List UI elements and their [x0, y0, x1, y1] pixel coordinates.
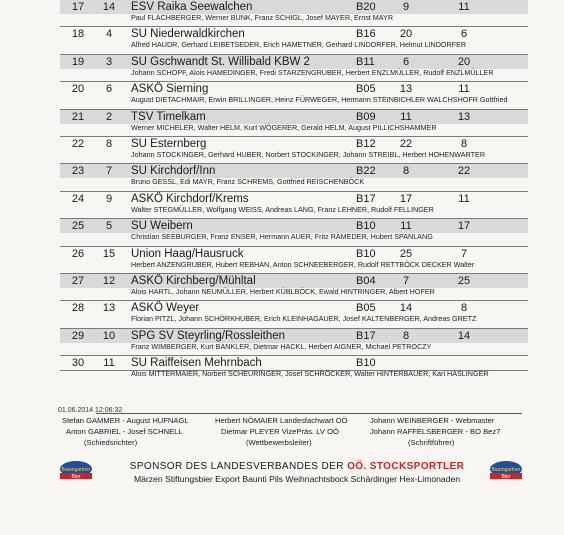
table-row — [60, 273, 528, 300]
rank-cell: 22 — [71, 137, 85, 150]
lane-code-cell: B16 — [356, 28, 376, 41]
lane-code-cell: B22 — [356, 165, 376, 178]
team-line — [60, 137, 528, 151]
start-number-cell: 10 — [102, 329, 116, 342]
rank-cell: 30 — [71, 357, 85, 370]
table-row — [60, 355, 528, 382]
team-name: ASKÖ Sierning — [131, 83, 209, 96]
player-list: Alois HARTL, Johann NEUMÜLLER, Herbert KÜBLBÖCK, Ewald HINTRINGER, Albert HOFER — [131, 286, 435, 296]
opponent-points-cell: 14 — [457, 329, 471, 342]
start-number-cell: 5 — [105, 220, 113, 233]
ranking-table — [60, 0, 528, 382]
team-name: ASKÖ Kirchdorf/Krems — [131, 192, 249, 205]
officials-col1-line2: Anton GABRIEL - Josef SCHNELL — [66, 427, 183, 436]
team-name: SU Kirchdorf/Inn — [131, 165, 216, 178]
start-number-cell: 8 — [105, 137, 113, 150]
player-list: Johann SCHOPF, Alois HAMEDINGER, Fredi STARZENGRUBER, Herbert ENZLMÜLLER, Rudolf ENZLMÜLLER — [131, 67, 494, 77]
player-list: Christian SEEBURGER, Franz ENSER, Hermann AUER, Fritz RAMEDER, Hubert SPANLANG — [131, 232, 433, 242]
team-name: ESV Raika Seewalchen — [131, 1, 253, 13]
officials-col2-line2: Dietmar PLEYER VizePräs. LV OÖ — [221, 427, 339, 436]
team-name: SU Weibern — [131, 220, 193, 233]
team-line — [60, 0, 528, 14]
rank-cell: 17 — [71, 1, 85, 13]
rank-cell: 20 — [71, 83, 85, 96]
team-line — [60, 301, 528, 315]
officials-col2-line1: Herbert NÖMAIER Landesfachwart OÖ — [215, 416, 348, 425]
start-number-cell: 12 — [102, 274, 116, 287]
player-list: Florian PITZL, Johann SCHÖRKHUBER, Erich KLEINHAGAUER, Josef KALTENBERGER, Andreas GRETZ — [131, 314, 477, 324]
start-number-cell: 15 — [102, 247, 116, 260]
lane-code-cell: B10 — [356, 220, 376, 233]
start-number-cell: 3 — [105, 55, 113, 68]
opponent-points-cell: 6 — [460, 28, 468, 41]
opponent-points-cell: 8 — [460, 302, 468, 315]
opponent-points-cell: 11 — [458, 83, 470, 96]
player-list: Alfred HAUDR, Gerhard LEIBETSEDER, Erich HAMETNER, Gerhard LINDORFER, Helmut LINDORFER — [131, 40, 467, 50]
team-line — [60, 274, 528, 288]
team-name: ASKÖ Weyer — [131, 302, 200, 315]
rank-cell: 26 — [71, 247, 85, 260]
points-cell: 11 — [400, 220, 412, 233]
rank-cell: 29 — [71, 329, 85, 342]
team-line — [60, 356, 528, 370]
rank-cell: 18 — [71, 28, 85, 41]
start-number-cell: 4 — [105, 28, 113, 41]
baumgartner-logo-left — [58, 458, 94, 484]
lane-code-cell: B10 — [356, 247, 376, 260]
opponent-points-cell: 25 — [457, 274, 471, 287]
player-list: Walter STEGMÜLLER, Wolfgang WEISS, Andreas LANG, Franz LEHNER, Rudolf FELLINGER — [131, 204, 434, 214]
start-number-cell: 14 — [102, 1, 116, 13]
sponsor-prefix: SPONSOR DES LANDESVERBANDES DER — [129, 461, 344, 472]
rank-cell: 19 — [71, 55, 85, 68]
points-cell: 13 — [399, 83, 413, 96]
lane-code-cell: B12 — [356, 137, 376, 150]
footer-red-divider — [96, 413, 522, 414]
team-name: SU Raiffeisen Mehrnbach — [131, 357, 262, 370]
opponent-points-cell: 17 — [457, 220, 471, 233]
player-list: Werner MICHELER, Walter HELM, Kurt WÖGERER, Gerald HELM, August PILLICHSHAMMER — [131, 122, 437, 132]
opponent-points-cell: 11 — [458, 192, 470, 205]
opponent-points-cell: 20 — [457, 55, 471, 68]
team-line — [60, 110, 528, 124]
opponent-points-cell: 8 — [460, 137, 468, 150]
team-line — [60, 219, 528, 233]
start-number-cell: 7 — [105, 165, 113, 178]
points-cell: 9 — [402, 1, 410, 13]
player-list: Alois MITTERMAIER, Norbert SCHEURINGER, Josef SCHRÖCKER, Walter HINTERBAUER, Karl HASLINGER — [131, 369, 489, 379]
rank-cell: 21 — [71, 110, 85, 123]
team-name: ASKÖ Kirchberg/Mühltal — [131, 274, 256, 287]
lane-code-cell: B17 — [356, 192, 376, 205]
team-line — [60, 247, 528, 261]
table-row — [60, 54, 528, 81]
points-cell: 25 — [399, 247, 413, 260]
table-row — [60, 109, 528, 136]
logo-right-text-bottom: Bier — [501, 474, 511, 480]
table-row — [60, 300, 528, 327]
lane-code-cell: B17 — [356, 329, 376, 342]
team-name: SPG SV Steyrling/Rossleithen — [131, 329, 286, 342]
lane-code-cell: B05 — [356, 302, 376, 315]
rank-cell: 23 — [71, 165, 85, 178]
player-list: August DIETACHMAIR, Erwin BRILLINGER, Heinz FÜRWEGER, Hermann STEINBICHLER WALCHSHOFR Gottfried — [131, 95, 508, 105]
table-row — [60, 136, 528, 163]
team-name: SU Niederwaldkirchen — [131, 28, 245, 41]
officials-col3-line2: Johann RAFFELSBERGER - BO Bez7 — [370, 427, 501, 436]
rank-cell: 25 — [71, 220, 85, 233]
lane-code-cell: B05 — [356, 83, 376, 96]
player-list: Paul FLACHBERGER, Werner BUNK, Franz SCHIGL, Josef MAYER, Ernst MAYR — [131, 13, 394, 22]
team-line — [60, 82, 528, 96]
points-cell: 14 — [399, 302, 413, 315]
table-bottom-divider — [60, 370, 528, 371]
team-name: SU Esternberg — [131, 137, 207, 150]
team-line — [60, 27, 528, 41]
start-number-cell: 2 — [105, 110, 113, 123]
sponsor-line — [117, 461, 477, 472]
table-row — [60, 246, 528, 273]
beer-list: Märzen Stiftungsbier Export Baunti Pils Weihnachtsbock Schärdinger Hex-Limonaden — [133, 474, 461, 484]
table-row — [60, 81, 528, 108]
player-list: Franz WIMBERGER, Kurt BANKLER, Dietmar HACKL, Herbert AIGNER, Michael PETROCZY — [131, 341, 432, 351]
officials-col2-role: (Wettbewerbsleiter) — [246, 438, 312, 447]
start-number-cell: 6 — [105, 83, 113, 96]
table-row — [60, 191, 528, 218]
player-list: Bruno GESSL, Edi MAYR, Franz SCHREMS, Gottfried REISCHENBÖCK — [131, 177, 365, 187]
points-cell: 11 — [400, 110, 412, 123]
team-name: SU Gschwandt St. Willibald KBW 2 — [131, 55, 310, 68]
points-cell: 17 — [399, 192, 413, 205]
officials-col1-line1: Stefan GAMMER - August HUFNAGL — [62, 416, 189, 425]
player-list: Johann STOCKINGER, Gerhard HUBER, Norbert STOCKINGER, Johann STREIBL, Herbert HOHENWARTER — [131, 149, 486, 159]
team-line — [60, 192, 528, 206]
team-line — [60, 164, 528, 178]
team-line — [60, 55, 528, 69]
lane-code-cell: B09 — [356, 110, 376, 123]
start-number-cell: 13 — [102, 302, 116, 315]
points-cell: 7 — [402, 274, 410, 287]
table-row — [60, 26, 528, 53]
rank-cell: 24 — [71, 192, 85, 205]
opponent-points-cell: 22 — [457, 165, 471, 178]
rank-cell: 28 — [71, 302, 85, 315]
points-cell: 8 — [402, 165, 410, 178]
table-row — [60, 0, 528, 26]
logo-left-text-bottom: Bier — [71, 474, 81, 480]
opponent-points-cell: 11 — [458, 1, 470, 13]
lane-code-cell: B20 — [356, 1, 376, 13]
points-cell: 8 — [402, 329, 410, 342]
baumgartner-logo-right — [488, 458, 524, 484]
team-line — [60, 329, 528, 343]
logo-left-text-top: Baumgartner — [61, 467, 91, 473]
lane-code-cell: B04 — [356, 274, 376, 287]
sponsor-highlight: OÖ. STOCKSPORTLER — [347, 461, 465, 472]
officials-col3-line1: Johann WEINBERGER - Webmaster — [370, 416, 495, 425]
player-list: Herbert ANZENGRUBER, Hubert REBHAN, Anton SCHNEEBERGER, Rudolf RETTBÖCK DECKER Walter — [131, 259, 475, 269]
rank-cell: 27 — [71, 274, 85, 287]
table-row — [60, 328, 528, 355]
table-row — [60, 218, 528, 245]
print-timestamp: 01.06.2014 12:06:32 — [58, 407, 123, 414]
lane-code-cell: B11 — [356, 55, 375, 68]
officials-col1-role: (Schiedsrichter) — [84, 438, 138, 447]
start-number-cell: 9 — [105, 192, 113, 205]
opponent-points-cell: 13 — [457, 110, 471, 123]
start-number-cell: 11 — [103, 357, 115, 370]
logo-right-text-top: Baumgartner — [491, 467, 521, 473]
opponent-points-cell: 7 — [460, 247, 468, 260]
points-cell: 20 — [399, 28, 413, 41]
officials-col3-role: (Schriftführer) — [408, 438, 455, 447]
lane-code-cell: B10 — [356, 357, 376, 370]
team-name: TSV Timelkam — [131, 110, 206, 123]
points-cell: 22 — [399, 137, 413, 150]
team-name: Union Haag/Hausruck — [131, 247, 244, 260]
table-row — [60, 163, 528, 190]
points-cell: 6 — [402, 55, 410, 68]
